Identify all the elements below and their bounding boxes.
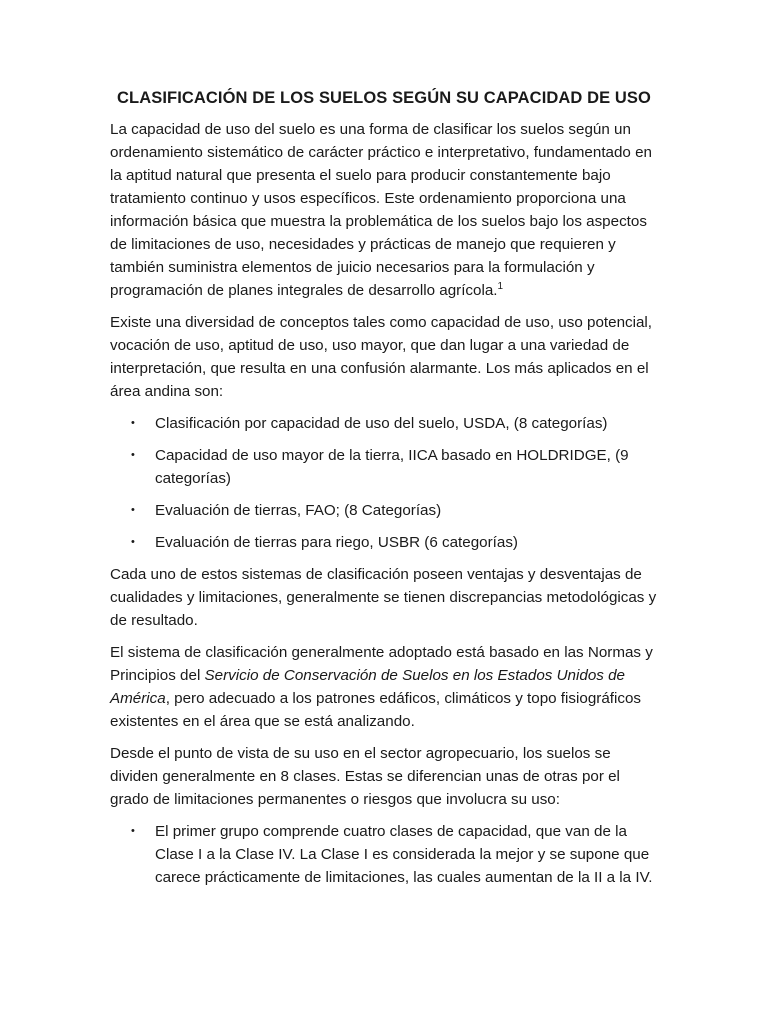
list-item: • Capacidad de uso mayor de la tierra, IICA basado en HOLDRIDGE, (9 categorías) <box>110 444 658 490</box>
paragraph-advantages: Cada uno de estos sistemas de clasificación poseen ventajas y desventajas de cualidades y limitaciones, generalmente se tienen discrepancias metodológicas y de resultado. <box>110 566 657 629</box>
bullet-icon: • <box>131 536 135 548</box>
bullet-icon: • <box>131 449 135 461</box>
italic-org-name: Servicio de Conservación de Suelos en los Estados Unidos de América <box>110 667 625 707</box>
paragraph-classes: Desde el punto de vista de su uso en el sector agropecuario, los suelos se dividen generalmente en 8 clases. Estas se diferencian unas de otras por el grado de limitaciones permanentes o riesgos que involucra su uso: <box>110 745 620 808</box>
list-item: • Evaluación de tierras para riego, USBR (6 categorías) <box>110 531 658 554</box>
bullet-icon: • <box>131 417 135 429</box>
list-item: • Evaluación de tierras, FAO; (8 Categorías) <box>110 499 658 522</box>
list-item: • Clasificación por capacidad de uso del suelo, USDA, (8 categorías) <box>110 412 658 435</box>
list-item: • El primer grupo comprende cuatro clases de capacidad, que van de la Clase I a la Clase IV. La Clase I es considerada la mejor y se supone que carece prácticamente de limitaciones, las cuales aumentan de la II a la IV. <box>110 820 658 889</box>
capacity-groups-list <box>110 820 658 889</box>
page-title: CLASIFICACIÓN DE LOS SUELOS SEGÚN SU CAPACIDAD DE USO <box>117 89 651 107</box>
bullet-icon: • <box>131 825 135 837</box>
paragraph-system: El sistema de clasificación generalmente adoptado está basado en las Normas y Principios del Servicio de Conservación de Suelos en los Estados Unidos de América, pero adecuado a los patrones edáficos, climáticos y topo fisiográficos existentes en el área que se está analizando. <box>110 644 653 730</box>
document-page <box>110 86 658 898</box>
paragraph-intro <box>110 118 658 302</box>
bullet-icon: • <box>131 504 135 516</box>
paragraph-intro-text: La capacidad de uso del suelo es una forma de clasificar los suelos según un ordenamiento sistemático de carácter práctico e interpretativo, fundamentado en la aptitud natural que presenta el suelo para producir constantemente bajo tratamiento continuo y usos específicos. Este ordenamiento proporciona una información básica que muestra la problemática de los suelos bajo los aspectos de limitaciones de uso, necesidades y prácticas de manejo que requieren y también suministra elementos de juicio necesarios para la formulación y programación de planes integrales de desarrollo agrícola. <box>110 121 652 299</box>
footnote-marker: 1 <box>497 280 504 292</box>
paragraph-concepts: Existe una diversidad de conceptos tales como capacidad de uso, uso potencial, vocación de uso, aptitud de uso, uso mayor, que dan lugar a una variedad de interpretación, que resulta en una confusión alarmante. Los más aplicados en el área andina son: <box>110 314 653 400</box>
classification-systems-list <box>110 412 658 554</box>
